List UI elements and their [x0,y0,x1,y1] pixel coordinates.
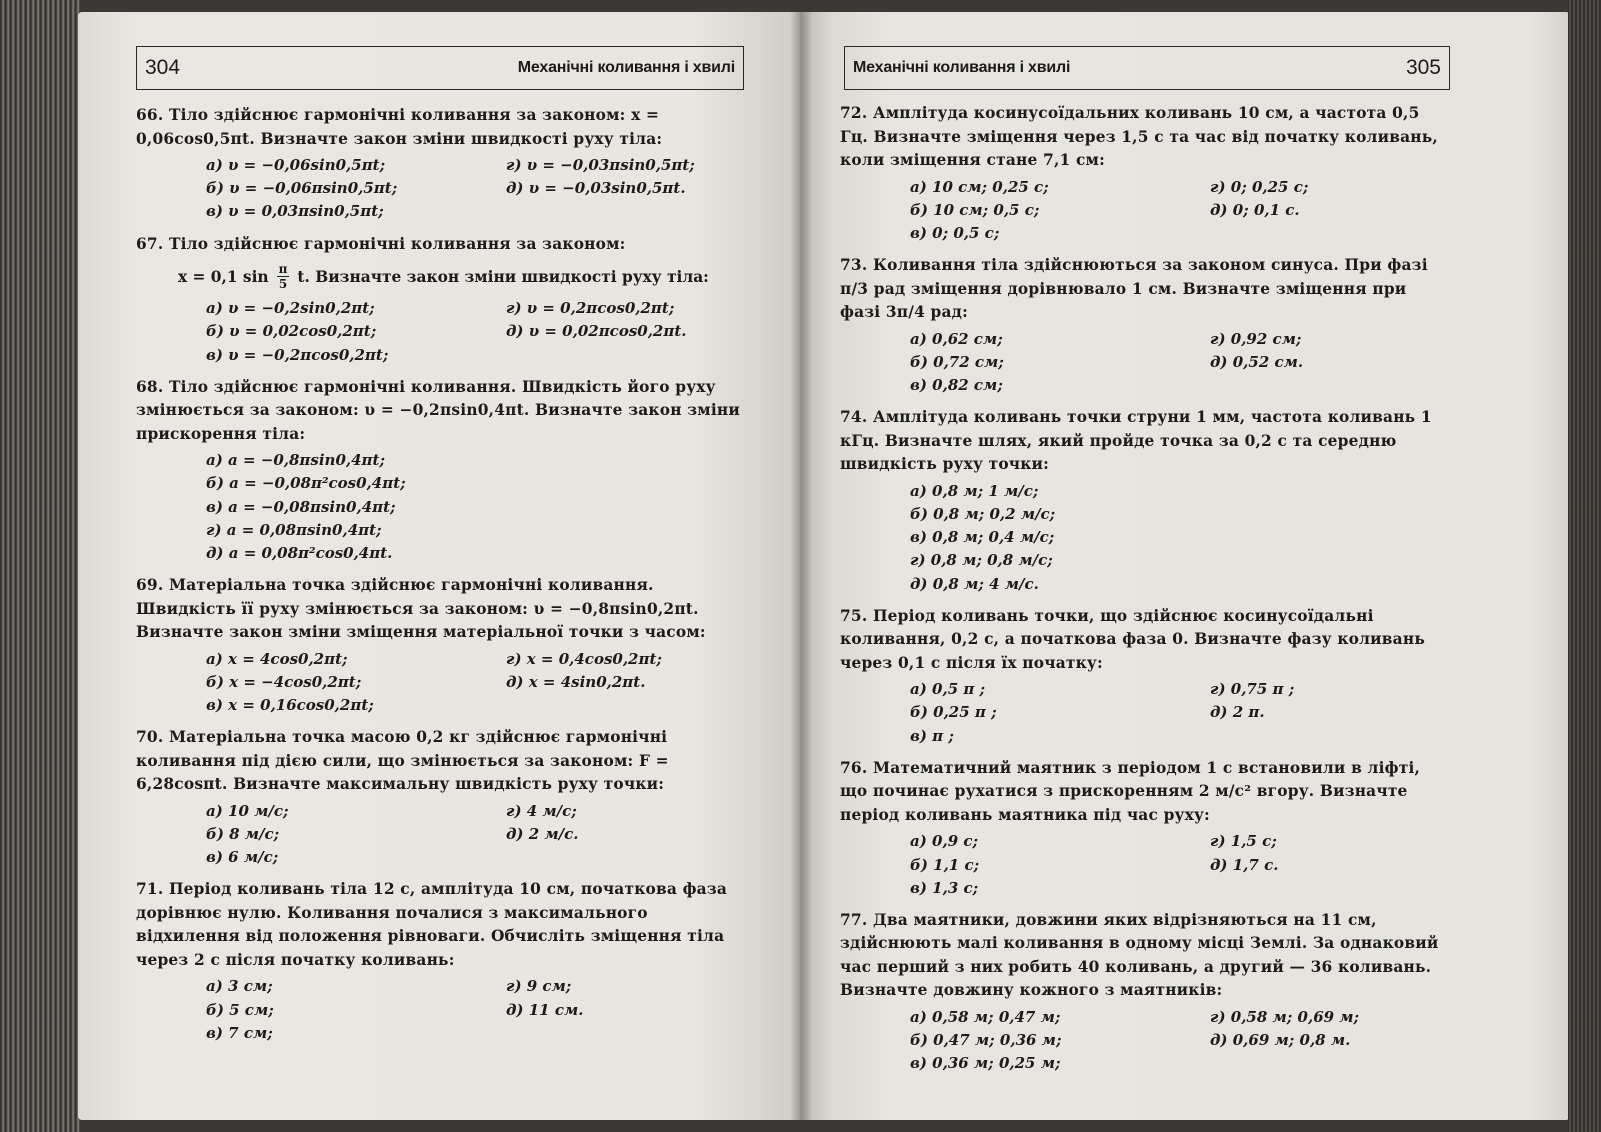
answer-option: а) 0,58 м; 0,47 м; [910,1007,1061,1026]
answer-option: в) υ = 0,03πsin0,5πt; [206,202,384,221]
answer-option: г) 0,58 м; 0,69 м; [1210,1007,1360,1026]
answer-option: б) 0,25 π ; [910,703,997,722]
running-title: Механічні коливання і хвилі [853,59,1071,76]
problem-69 [136,574,748,717]
answer-option: в) 1,3 с; [910,878,979,897]
answer-option: а) υ = −0,06sin0,5πt; [206,156,386,174]
page-header [136,46,744,90]
answer-options [206,154,748,224]
page-content [136,104,748,1054]
answer-option: б) 5 см; [206,1000,274,1019]
answer-option: в) 7 см; [206,1023,273,1042]
fraction: $\frac{\pi}{5}$ [278,262,288,292]
right-page [800,12,1570,1120]
answer-options [206,800,748,870]
answer-options [206,975,748,1045]
answer-option: а) 10 м/с; [206,801,289,820]
answer-option: д) υ = 0,02πcos0,2πt. [506,322,687,341]
answer-option: д) 2 м/с. [506,825,579,844]
answer-option: а) 0,62 см; [910,329,1003,348]
page-number: 305 [1405,56,1441,79]
answer-option: в) 0; 0,5 с; [910,223,1000,242]
answer-option: в) 0,36 м; 0,25 м; [910,1054,1061,1073]
formula: x = 0,1 sin $\frac{\pi}{5}$ t. Визначте закон зміни швидкості руху тіла: [178,262,709,292]
answer-option: г) 0,75 π ; [1210,680,1295,699]
problem-70 [136,726,748,869]
answer-option: д) υ = −0,03sin0,5πt. [506,179,686,198]
problem-67 [136,233,748,367]
answer-options [910,480,1450,596]
problem-text: 74. Амплітуда коливань точки струни 1 мм, частота коливань 1 кГц. Визначте шлях, який пройде точка за 0,2 с та середню швидкість руху точки: [840,408,1432,474]
answer-option: г) a = 0,08πsin0,4πt; [206,520,382,539]
answer-option: а) 0,8 м; 1 м/с; [910,481,1039,500]
answer-option: г) 0,92 см; [1210,329,1302,348]
book-spine [790,0,812,1132]
problem-text: 77. Два маятники, довжини яких відрізняються на 11 см, здійснюють малі коливання в одному місці Землі. За однаковий час перший з них робить 40 коливань, а другий — 36 коливань. Визначте довжину кожного з маятників: [840,910,1439,1000]
answer-option: в) 0,82 см; [910,376,1003,395]
problem-77 [840,909,1450,1076]
answer-option: а) a = −0,8πsin0,4πt; [206,451,386,470]
answer-option: г) υ = 0,2πcos0,2πt; [506,299,675,318]
answer-option: а) 3 см; [206,977,273,996]
problem-68 [136,376,748,566]
answer-option: а) 0,9 с; [910,832,979,851]
problem-75 [840,605,1450,748]
answer-option: в) 6 м/с; [206,848,279,867]
problem-74 [840,406,1450,596]
answer-option: д) 0,69 м; 0,8 м. [1210,1031,1351,1050]
answer-option: д) a = 0,08π²cos0,4πt. [206,544,393,563]
answer-option: а) 0,5 π ; [910,680,986,699]
problem-text: 70. Матеріальна точка масою 0,2 кг здійснює гармонічні коливання під дією сили, що змінюється за законом: F = 6,28cosπt. Визначте максимальну швидкість руху точки: [136,728,669,794]
answer-option: г) 1,5 с; [1210,832,1277,851]
answer-option: б) 8 м/с; [206,825,280,844]
answer-option: в) υ = −0,2πcos0,2πt; [206,345,389,364]
answer-options [910,1006,1450,1076]
page-number: 304 [145,56,181,79]
problem-text: 71. Період коливань тіла 12 с, амплітуда 10 см, початкова фаза дорівнює нулю. Коливання почалися з максимального відхилення від положення рівноваги. Обчисліть зміщення тіла через 2 с після початку коливань: [136,880,728,969]
answer-option: б) 1,1 с; [910,855,980,874]
problem-73 [840,254,1450,397]
page-edges-right [1568,0,1601,1132]
answer-option: д) 2 π. [1210,703,1265,722]
answer-option: г) 0; 0,25 с; [1210,177,1309,196]
answer-options [910,830,1450,900]
page-header [844,46,1450,90]
answer-option: г) 0,8 м; 0,8 м/с; [910,551,1053,570]
answer-options [910,176,1450,246]
answer-option: д) 0,52 см. [1210,352,1304,371]
answer-option: б) 10 см; 0,5 с; [910,200,1040,219]
problem-text: 75. Період коливань точки, що здійснює косинусоїдальні коливання, 0,2 с, а початкова фаза 0. Визначте фазу коливань через 0,1 с після їх початку: [840,606,1425,672]
problem-66 [136,104,748,224]
answer-option: а) 10 см; 0,25 с; [910,177,1049,196]
running-title: Механічні коливання і хвилі [517,59,735,76]
problem-text: 69. Матеріальна точка здійснює гармонічні коливання. Швидкість її руху змінюється за законом: υ = −0,8πsin0,2πt. Визначте закон зміни зміщення матеріальної точки з часом: [136,576,706,642]
answer-option: б) a = −0,08π²cos0,4πt; [206,474,406,493]
answer-option: б) 0,72 см; [910,352,1004,371]
problem-text: 73. Коливання тіла здійснюються за законом синуса. При фазі π/3 рад зміщення дорівнювало 1 см. Визначте зміщення при фазі 3π/4 рад: [840,256,1428,322]
answer-option: а) x = 4cos0,2πt; [206,649,348,668]
answer-options [910,328,1450,398]
problem-72 [840,102,1450,245]
page-edges [0,0,80,1132]
answer-option: а) υ = −0,2sin0,2πt; [206,299,375,318]
page-content [840,102,1450,1085]
answer-option: д) x = 4sin0,2πt. [506,672,646,691]
problem-text: 68. Тіло здійснює гармонічні коливання. Швидкість його руху змінюється за законом: υ = −0,2πsin0,4πt. Визначте закон зміни прискорення тіла: [136,377,740,443]
answer-options [206,297,748,367]
problem-text: 72. Амплітуда косинусоїдальних коливань 10 см, а частота 0,5 Гц. Визначте зміщення через 1,5 с та час від початку коливань, коли зміщення стане 7,1 см: [840,104,1438,169]
answer-option: г) υ = −0,03πsin0,5πt; [506,156,695,174]
answer-option: б) 0,47 м; 0,36 м; [910,1031,1062,1050]
answer-option: г) 9 см; [506,977,572,996]
problem-text: 66. Тіло здійснює гармонічні коливання за законом: x = 0,06cos0,5πt. Визначте закон зміни швидкості руху тіла: [136,106,663,148]
problem-76 [840,757,1450,900]
left-page [78,12,800,1120]
answer-options [206,449,748,565]
answer-option: г) x = 0,4cos0,2πt; [506,649,662,668]
problem-text: 67. Тіло здійснює гармонічні коливання за законом: [136,234,626,253]
answer-option: б) x = −4cos0,2πt; [206,672,362,691]
answer-option: б) υ = −0,06πsin0,5πt; [206,179,398,198]
answer-option: г) 4 м/с; [506,801,577,820]
answer-option: в) 0,8 м; 0,4 м/с; [910,528,1055,547]
problem-text: 76. Математичний маятник з періодом 1 с встановили в ліфті, що починає рухатися з прискоренням 2 м/с² вгору. Визначте період коливань маятника під час руху: [840,758,1421,824]
answer-option: в) a = −0,08πsin0,4πt; [206,497,396,516]
answer-option: в) x = 0,16cos0,2πt; [206,696,374,715]
problem-71 [136,878,748,1045]
answer-option: д) 11 см. [506,1000,584,1019]
answer-option: д) 1,7 с. [1210,855,1279,874]
answer-options [206,648,748,718]
answer-option: д) 0,8 м; 4 м/с. [910,574,1039,593]
answer-option: б) υ = 0,02cos0,2πt; [206,322,377,341]
answer-option: б) 0,8 м; 0,2 м/с; [910,504,1056,523]
answer-option: д) 0; 0,1 с. [1210,200,1300,219]
answer-option: в) π ; [910,726,954,745]
answer-options [910,678,1450,748]
